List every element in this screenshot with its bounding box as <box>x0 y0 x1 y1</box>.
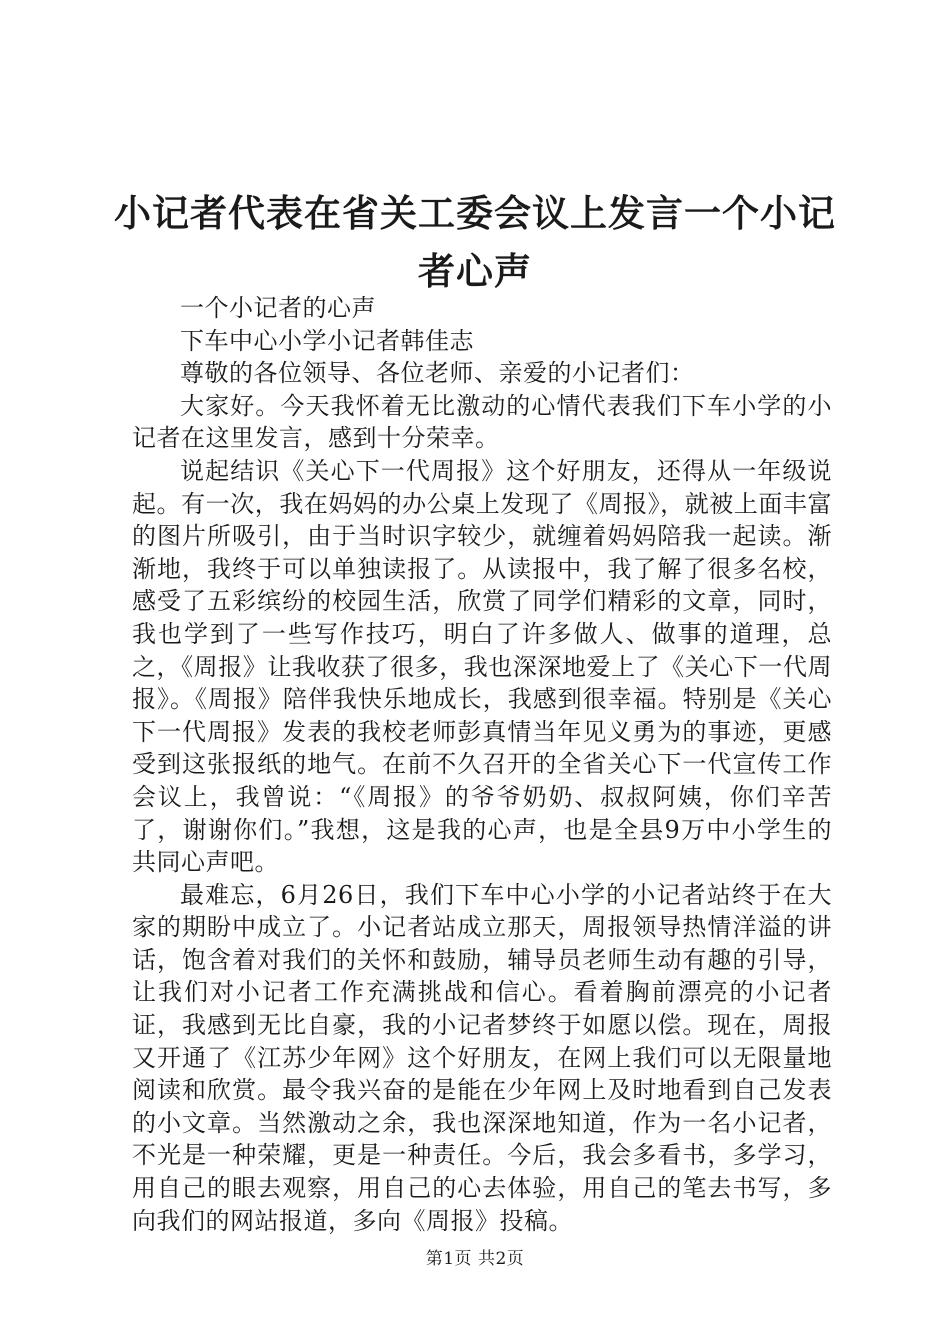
paragraph-body-2: 最难忘，6月26日，我们下车中心小学的小记者站终于在大家的期盼中成立了。小记者站成立那天，周报领导热情洋溢的讲话，饱含着对我们的关怀和鼓励，辅导员老师生动有趣的引导，让我们对小记者工作充满挑战和信心。看着胸前漂亮的小记者证，我感到无比自豪，我的小记者梦终于如愿以偿。现在，周报又开通了《江苏少年网》这个好朋友，在网上我们可以无限量地阅读和欣赏。最令我兴奋的是能在少年网上及时地看到自己发表的小文章。当然激动之余，我也深深地知道，作为一名小记者，不光是一种荣耀，更是一种责任。今后，我会多看书，多学习，用自己的眼去观察，用自己的心去体验，用自己的笔去书写，多向我们的网站报道，多向《周报》投稿。 <box>132 880 832 1235</box>
paragraph-body-1: 说起结识《关心下一代周报》这个好朋友，还得从一年级说起。有一次，我在妈妈的办公桌上发现了《周报》，就被上面丰富的图片所吸引，由于当时识字较少，就缠着妈妈陪我一起读。渐渐地，我终于可以单独读报了。从读报中，我了解了很多名校，感受了五彩缤纷的校园生活，欣赏了同学们精彩的文章，同时，我也学到了一些写作技巧，明白了许多做人、做事的道理，总之，《周报》让我收获了很多，我也深深地爱上了《关心下一代周报》。《周报》陪伴我快乐地成长，我感到很幸福。特别是《关心下一代周报》发表的我校老师彭真情当年见义勇为的事迹，更感受到这张报纸的地气。在前不久召开的全省关心下一代宣传工作会议上，我曾说：“《周报》的爷爷奶奶、叔叔阿姨，你们辛苦了，谢谢你们。”我想，这是我的心声，也是全县9万中小学生的共同心声吧。 <box>132 456 832 877</box>
paragraph-subtitle: 一个小记者的心声 <box>180 294 376 322</box>
document-title: 小记者代表在省关工委会议上发言一个小记者心声 <box>114 191 836 293</box>
paragraph-salutation: 尊敬的各位领导、各位老师、亲爱的小记者们： <box>180 359 695 388</box>
paragraph-author: 下车中心小学小记者韩佳志 <box>180 326 474 355</box>
paragraph-greeting: 大家好。今天我怀着无比激动的心情代表我们下车小学的小记者在这里发言，感到十分荣幸。 <box>132 391 832 453</box>
document-body <box>132 292 832 1237</box>
page-indicator: 第1页 共2页 <box>425 1249 525 1269</box>
